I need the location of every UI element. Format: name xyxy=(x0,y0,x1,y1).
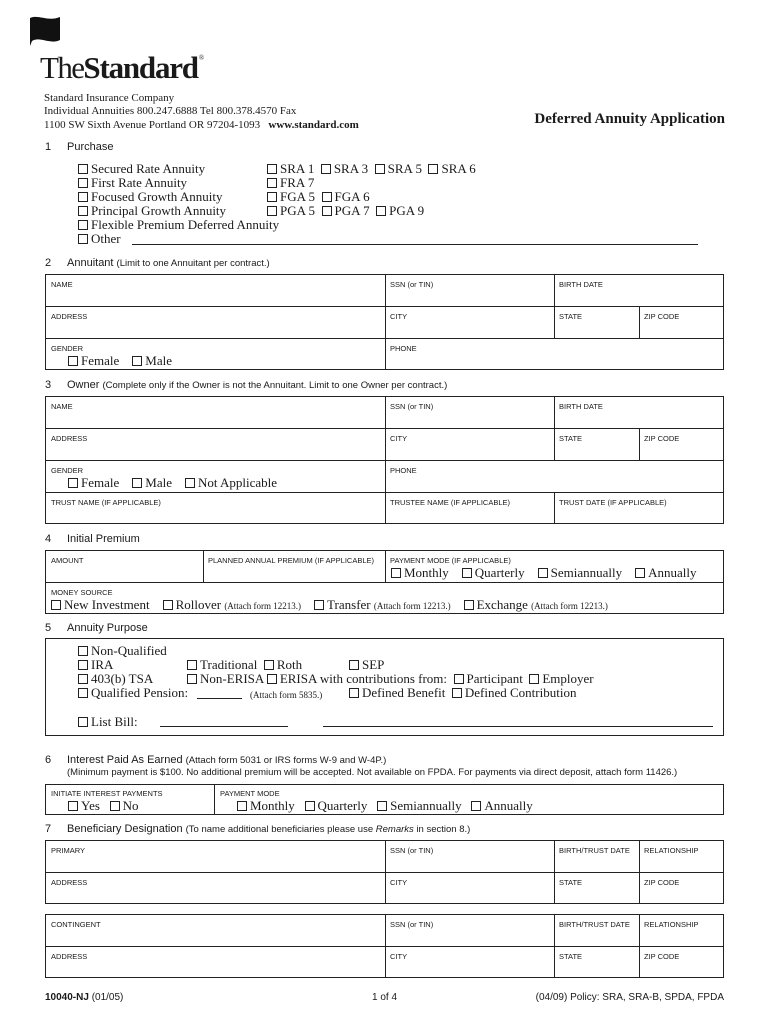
contingent-zip-field[interactable]: ZIP CODE xyxy=(644,952,680,961)
erisa-options: Non-ERISA ERISA with contributions from: Participant Employer xyxy=(187,672,594,686)
checkbox[interactable] xyxy=(452,688,462,698)
option-focused-growth[interactable]: Focused Growth Annuity xyxy=(78,190,222,204)
checkbox[interactable] xyxy=(132,356,142,366)
option-non-qualified[interactable]: Non-Qualified xyxy=(78,644,167,658)
checkbox[interactable] xyxy=(538,568,548,578)
primary-address-field[interactable]: ADDRESS xyxy=(51,878,88,887)
primary-name-field[interactable]: PRIMARY xyxy=(51,846,86,855)
section-2-heading: 2 Annuitant (Limit to one Annuitant per contract.) xyxy=(45,257,270,269)
checkbox[interactable] xyxy=(635,568,645,578)
logo-registered: ® xyxy=(198,54,203,62)
company-name: Standard Insurance Company xyxy=(44,92,175,104)
checkbox[interactable] xyxy=(78,234,88,244)
annuitant-name-field[interactable]: NAME xyxy=(51,280,73,289)
company-address: 1100 SW Sixth Avenue Portland OR 97204-1093 xyxy=(44,118,261,131)
policy-note: (04/09) Policy: SRA, SRA-B, SPDA, FPDA xyxy=(535,992,724,1003)
primary-city-field[interactable]: CITY xyxy=(390,878,408,887)
checkbox[interactable] xyxy=(78,688,88,698)
trust-name-field[interactable]: TRUST NAME (IF APPLICABLE) xyxy=(51,498,161,507)
owner-phone-field[interactable]: PHONE xyxy=(390,466,417,475)
option-first-rate[interactable]: First Rate Annuity xyxy=(78,176,187,190)
checkbox[interactable] xyxy=(78,220,88,230)
initiate-options: Yes No xyxy=(68,799,139,813)
checkbox[interactable] xyxy=(51,600,61,610)
fga-options: FGA 5 FGA 6 xyxy=(267,190,370,204)
fra-options: FRA 7 xyxy=(267,176,314,190)
checkbox[interactable] xyxy=(454,674,464,684)
contingent-state-field[interactable]: STATE xyxy=(559,952,583,961)
option-secured-rate[interactable]: Secured Rate Annuity xyxy=(78,162,205,176)
annuitant-ssn-field[interactable]: SSN (or TIN) xyxy=(390,280,434,289)
checkbox[interactable] xyxy=(462,568,472,578)
primary-ssn-field[interactable]: SSN (or TIN) xyxy=(390,846,434,855)
checkbox[interactable] xyxy=(78,646,88,656)
contingent-relationship-field[interactable]: RELATIONSHIP xyxy=(644,920,699,929)
form-title: Deferred Annuity Application xyxy=(534,111,725,127)
owner-address-field[interactable]: ADDRESS xyxy=(51,434,88,443)
checkbox[interactable] xyxy=(185,478,195,488)
contingent-city-field[interactable]: CITY xyxy=(390,952,408,961)
checkbox[interactable] xyxy=(78,164,88,174)
checkbox[interactable] xyxy=(471,801,481,811)
checkbox[interactable] xyxy=(237,801,247,811)
checkbox[interactable] xyxy=(376,206,386,216)
annuitant-address-field[interactable]: ADDRESS xyxy=(51,312,88,321)
option-list-bill[interactable]: List Bill: xyxy=(78,715,138,729)
checkbox[interactable] xyxy=(187,660,197,670)
primary-relationship-field[interactable]: RELATIONSHIP xyxy=(644,846,699,855)
checkbox[interactable] xyxy=(78,178,88,188)
section-1-heading: 1 Purchase xyxy=(45,141,114,153)
contingent-address-field[interactable]: ADDRESS xyxy=(51,952,88,961)
money-source-options: New Investment Rollover (Attach form 12213.) Transfer (Attach form 12213.) Exchange (Attach form 12213.) xyxy=(51,598,608,613)
section-5-heading: 5 Annuity Purpose xyxy=(45,622,148,634)
trust-date-field[interactable]: TRUST DATE (IF APPLICABLE) xyxy=(559,498,667,507)
logo-standard: Standard xyxy=(83,50,198,85)
checkbox[interactable] xyxy=(78,660,88,670)
checkbox[interactable] xyxy=(187,674,197,684)
checkbox[interactable] xyxy=(78,206,88,216)
checkbox[interactable] xyxy=(78,674,88,684)
annuitant-zip-field[interactable]: ZIP CODE xyxy=(644,312,680,321)
checkbox[interactable] xyxy=(264,660,274,670)
checkbox[interactable] xyxy=(349,660,359,670)
ira-type-options: Traditional Roth xyxy=(187,658,302,672)
checkbox[interactable] xyxy=(68,801,78,811)
list-bill-line-2[interactable] xyxy=(323,726,713,727)
checkbox[interactable] xyxy=(377,801,387,811)
page-number: 1 of 4 xyxy=(372,992,398,1003)
qualified-pension-note: (Attach form 5835.) xyxy=(250,690,323,700)
option-sep[interactable]: SEP xyxy=(349,658,384,672)
company-website: www.standard.com xyxy=(268,118,359,131)
amount-field[interactable]: AMOUNT xyxy=(51,556,84,565)
list-bill-line-1[interactable] xyxy=(160,726,288,727)
option-principal-growth[interactable]: Principal Growth Annuity xyxy=(78,204,226,218)
owner-gender-label: GENDER xyxy=(51,466,84,475)
owner-name-field[interactable]: NAME xyxy=(51,402,73,411)
initiate-interest-label: INITIATE INTEREST PAYMENTS xyxy=(51,789,163,798)
checkbox[interactable] xyxy=(267,206,277,216)
pension-type-options: Defined Benefit Defined Contribution xyxy=(349,686,576,700)
checkbox[interactable] xyxy=(267,164,277,174)
owner-zip-field[interactable]: ZIP CODE xyxy=(644,434,680,443)
money-source-label: MONEY SOURCE xyxy=(51,588,113,597)
interest-mode-options: Monthly Quarterly Semiannually Annually xyxy=(237,799,533,813)
checkbox[interactable] xyxy=(305,801,315,811)
checkbox[interactable] xyxy=(464,600,474,610)
checkbox[interactable] xyxy=(68,356,78,366)
trustee-name-field[interactable]: TRUSTEE NAME (IF APPLICABLE) xyxy=(390,498,511,507)
owner-city-field[interactable]: CITY xyxy=(390,434,408,443)
option-ira[interactable]: IRA xyxy=(78,658,113,672)
checkbox[interactable] xyxy=(322,192,332,202)
annuitant-phone-field[interactable]: PHONE xyxy=(390,344,417,353)
owner-ssn-field[interactable]: SSN (or TIN) xyxy=(390,402,434,411)
section-7-heading: 7 Beneficiary Designation (To name additional beneficiaries please use Remarks in section 8.) xyxy=(45,823,471,835)
section-3-heading: 3 Owner (Complete only if the Owner is not the Annuitant. Limit to one Owner per contract.) xyxy=(45,379,448,391)
interest-mode-label: PAYMENT MODE xyxy=(220,789,280,798)
checkbox[interactable] xyxy=(321,164,331,174)
section-4-heading: 4 Initial Premium xyxy=(45,533,140,545)
payment-mode-label: PAYMENT MODE (IF APPLICABLE) xyxy=(390,556,511,565)
checkbox[interactable] xyxy=(349,688,359,698)
checkbox[interactable] xyxy=(110,801,120,811)
primary-state-field[interactable]: STATE xyxy=(559,878,583,887)
checkbox[interactable] xyxy=(322,206,332,216)
checkbox[interactable] xyxy=(391,568,401,578)
checkbox[interactable] xyxy=(428,164,438,174)
checkbox[interactable] xyxy=(132,478,142,488)
company-phones: Individual Annuities 800.247.6888 Tel 800.378.4570 Fax xyxy=(44,105,297,118)
checkbox[interactable] xyxy=(78,717,88,727)
owner-state-field[interactable]: STATE xyxy=(559,434,583,443)
contingent-ssn-field[interactable]: SSN (or TIN) xyxy=(390,920,434,929)
section-6-note: (Minimum payment is $100. No additional premium will be accepted. Not available on FPDA. For payments via direct deposit, attach form 11426.) xyxy=(67,767,678,778)
annuitant-gender-options: Female Male xyxy=(68,354,172,368)
section-6-heading: 6 Interest Paid As Earned (Attach form 5031 or IRS forms W-9 and W-4P.) xyxy=(45,754,387,766)
form-id: 10040-NJ (01/05) xyxy=(45,992,124,1003)
checkbox[interactable] xyxy=(375,164,385,174)
annuitant-gender-label: GENDER xyxy=(51,344,84,353)
primary-birth-field[interactable]: BIRTH/TRUST DATE xyxy=(559,846,630,855)
option-other[interactable]: Other xyxy=(78,232,121,246)
checkbox[interactable] xyxy=(78,192,88,202)
other-input-line[interactable] xyxy=(132,244,698,245)
planned-premium-field[interactable]: PLANNED ANNUAL PREMIUM (IF APPLICABLE) xyxy=(208,556,375,565)
flag-logo-icon xyxy=(28,14,62,46)
qualified-pension-line[interactable] xyxy=(197,698,242,699)
annuitant-state-field[interactable]: STATE xyxy=(559,312,583,321)
sra-options: SRA 1 SRA 3 SRA 5 SRA 6 xyxy=(267,162,476,176)
contingent-birth-field[interactable]: BIRTH/TRUST DATE xyxy=(559,920,630,929)
option-flexible-premium[interactable]: Flexible Premium Deferred Annuity xyxy=(78,218,279,232)
company-info xyxy=(44,92,359,132)
owner-birth-field[interactable]: BIRTH DATE xyxy=(559,402,603,411)
checkbox[interactable] xyxy=(163,600,173,610)
checkbox[interactable] xyxy=(267,674,277,684)
option-403b[interactable]: 403(b) TSA xyxy=(78,672,153,686)
pga-options: PGA 5 PGA 7 PGA 9 xyxy=(267,204,424,218)
company-logo xyxy=(40,52,203,83)
annuitant-birth-field[interactable]: BIRTH DATE xyxy=(559,280,603,289)
annuitant-city-field[interactable]: CITY xyxy=(390,312,408,321)
option-qualified-pension[interactable]: Qualified Pension: xyxy=(78,686,188,700)
checkbox[interactable] xyxy=(68,478,78,488)
primary-zip-field[interactable]: ZIP CODE xyxy=(644,878,680,887)
checkbox[interactable] xyxy=(267,192,277,202)
checkbox[interactable] xyxy=(314,600,324,610)
owner-gender-options: Female Male Not Applicable xyxy=(68,476,277,490)
logo-the: The xyxy=(40,50,84,85)
checkbox[interactable] xyxy=(267,178,277,188)
contingent-name-field[interactable]: CONTINGENT xyxy=(51,920,101,929)
premium-mode-options: Monthly Quarterly Semiannually Annually xyxy=(391,566,697,580)
checkbox[interactable] xyxy=(529,674,539,684)
